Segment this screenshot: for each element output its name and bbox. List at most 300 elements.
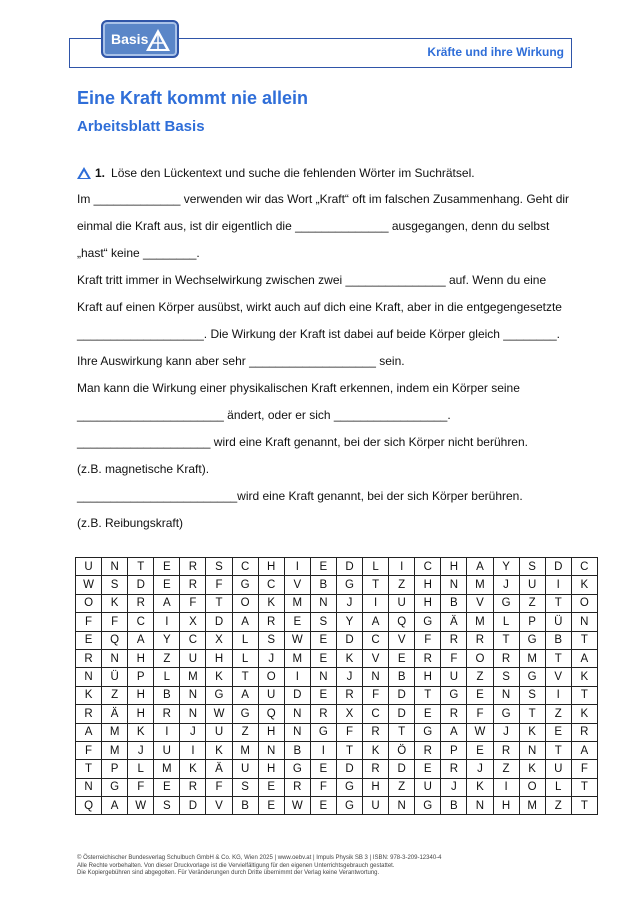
grid-cell: M	[102, 741, 128, 759]
grid-cell: A	[102, 797, 128, 815]
grid-cell: F	[363, 686, 389, 704]
grid-cell: E	[76, 631, 102, 649]
grid-cell: R	[180, 576, 206, 594]
grid-cell: Ü	[102, 668, 128, 686]
grid-row	[76, 723, 598, 741]
grid-cell: A	[441, 723, 467, 741]
grid-cell: P	[102, 760, 128, 778]
grid-row	[76, 760, 598, 778]
grid-cell: H	[493, 797, 519, 815]
grid-cell: U	[441, 668, 467, 686]
grid-cell: D	[284, 686, 310, 704]
cloze-line: „hast“ keine ________.	[77, 246, 200, 260]
footer	[77, 855, 442, 878]
grid-cell: T	[545, 741, 571, 759]
grid-cell: G	[493, 705, 519, 723]
grid-cell: D	[389, 686, 415, 704]
grid-cell: R	[493, 649, 519, 667]
grid-cell: T	[232, 668, 258, 686]
grid-cell: R	[571, 723, 597, 741]
grid-cell: J	[336, 594, 362, 612]
grid-cell: Q	[102, 631, 128, 649]
grid-cell: R	[415, 741, 441, 759]
grid-cell: N	[102, 649, 128, 667]
grid-cell: E	[310, 760, 336, 778]
task-instruction	[77, 166, 475, 180]
grid-cell: D	[180, 797, 206, 815]
grid-row	[76, 649, 598, 667]
grid-cell: R	[336, 686, 362, 704]
grid-cell: U	[258, 686, 284, 704]
grid-cell: F	[128, 778, 154, 796]
grid-cell: U	[415, 778, 441, 796]
grid-cell: N	[493, 686, 519, 704]
grid-cell: P	[128, 668, 154, 686]
cloze-line: ___________________. Die Wirkung der Kraft ist dabei auf beide Körper gleich ________.	[77, 327, 561, 341]
grid-cell: B	[310, 576, 336, 594]
grid-cell: F	[467, 705, 493, 723]
grid-cell: O	[232, 594, 258, 612]
grid-cell: W	[467, 723, 493, 741]
grid-cell: I	[154, 613, 180, 631]
grid-cell: E	[154, 558, 180, 576]
grid-cell: N	[180, 686, 206, 704]
grid-cell: N	[363, 668, 389, 686]
basis-triangle-icon	[77, 167, 91, 179]
grid-cell: G	[415, 723, 441, 741]
grid-cell: F	[102, 613, 128, 631]
grid-cell: D	[336, 631, 362, 649]
grid-cell: Z	[545, 705, 571, 723]
grid-cell: R	[310, 705, 336, 723]
grid-cell: R	[180, 558, 206, 576]
grid-cell: R	[258, 613, 284, 631]
grid-cell: J	[467, 760, 493, 778]
grid-cell: M	[180, 668, 206, 686]
grid-cell: G	[206, 686, 232, 704]
grid-cell: C	[363, 705, 389, 723]
grid-cell: E	[545, 723, 571, 741]
grid-cell: F	[76, 741, 102, 759]
grid-cell: V	[206, 797, 232, 815]
grid-cell: H	[128, 686, 154, 704]
grid-cell: W	[76, 576, 102, 594]
grid-cell: Y	[154, 631, 180, 649]
grid-cell: Z	[232, 723, 258, 741]
grid-cell: U	[545, 760, 571, 778]
grid-cell: E	[310, 649, 336, 667]
grid-row	[76, 686, 598, 704]
cloze-line: ____________________ wird eine Kraft genannt, bei der sich Körper nicht berühren.	[77, 435, 528, 449]
grid-cell: Q	[389, 613, 415, 631]
grid-cell: E	[389, 649, 415, 667]
grid-cell: G	[441, 686, 467, 704]
cloze-line: Kraft auf einen Körper ausübst, wirkt auch auf dich eine Kraft, aber in die entgegengesetzte	[77, 300, 562, 314]
grid-cell: E	[310, 631, 336, 649]
grid-cell: I	[180, 741, 206, 759]
grid-cell: G	[310, 723, 336, 741]
grid-cell: I	[284, 668, 310, 686]
grid-cell: M	[467, 613, 493, 631]
grid-cell: M	[467, 576, 493, 594]
task-text: Löse den Lückentext und suche die fehlenden Wörter im Suchrätsel.	[111, 166, 475, 180]
grid-cell: W	[128, 797, 154, 815]
footer-line: Alle Rechte vorbehalten. Von dieser Druckvorlage ist die Vervielfältigung für den eigenen Unterrichtsgebrauch gestattet.	[77, 862, 395, 869]
grid-cell: M	[519, 649, 545, 667]
grid-cell: K	[336, 649, 362, 667]
cloze-line: (z.B. magnetische Kraft).	[77, 462, 210, 476]
grid-cell: C	[258, 576, 284, 594]
grid-cell: R	[154, 705, 180, 723]
grid-cell: R	[467, 631, 493, 649]
grid-cell: T	[571, 778, 597, 796]
grid-cell: K	[571, 705, 597, 723]
grid-row	[76, 631, 598, 649]
grid-row	[76, 613, 598, 631]
grid-cell: N	[76, 778, 102, 796]
grid-cell: Z	[389, 778, 415, 796]
grid-cell: W	[284, 631, 310, 649]
grid-cell: M	[102, 723, 128, 741]
grid-row	[76, 668, 598, 686]
grid-cell: I	[389, 558, 415, 576]
grid-cell: T	[128, 558, 154, 576]
grid-cell: F	[206, 576, 232, 594]
grid-cell: T	[571, 631, 597, 649]
grid-cell: R	[415, 649, 441, 667]
grid-cell: H	[128, 649, 154, 667]
grid-cell: K	[76, 686, 102, 704]
grid-cell: N	[571, 613, 597, 631]
grid-cell: V	[467, 594, 493, 612]
cloze-line: Man kann die Wirkung einer physikalischen Kraft erkennen, indem ein Körper seine	[77, 381, 520, 395]
grid-cell: Y	[336, 613, 362, 631]
cloze-line: einmal die Kraft aus, ist dir eigentlich die ______________ ausgegangen, denn du selbst	[77, 219, 550, 233]
grid-cell: G	[336, 778, 362, 796]
grid-cell: K	[467, 778, 493, 796]
grid-cell: Z	[519, 594, 545, 612]
grid-cell: G	[102, 778, 128, 796]
grid-cell: N	[76, 668, 102, 686]
grid-cell: I	[363, 594, 389, 612]
grid-cell: V	[545, 668, 571, 686]
grid-cell: T	[206, 594, 232, 612]
grid-cell: N	[284, 705, 310, 723]
grid-cell: T	[336, 741, 362, 759]
grid-row	[76, 558, 598, 576]
grid-cell: G	[232, 576, 258, 594]
grid-cell: Z	[154, 649, 180, 667]
grid-cell: S	[310, 613, 336, 631]
grid-cell: D	[128, 576, 154, 594]
grid-cell: R	[180, 778, 206, 796]
grid-cell: P	[519, 613, 545, 631]
grid-cell: A	[232, 686, 258, 704]
grid-cell: T	[415, 686, 441, 704]
grid-cell: W	[206, 705, 232, 723]
grid-cell: H	[441, 558, 467, 576]
grid-cell: E	[154, 576, 180, 594]
basis-logo	[101, 20, 179, 58]
grid-cell: E	[467, 741, 493, 759]
grid-cell: M	[284, 649, 310, 667]
grid-cell: L	[154, 668, 180, 686]
grid-cell: R	[363, 760, 389, 778]
grid-cell: D	[336, 760, 362, 778]
grid-cell: E	[310, 558, 336, 576]
grid-cell: U	[206, 723, 232, 741]
grid-cell: T	[389, 723, 415, 741]
grid-cell: H	[415, 576, 441, 594]
grid-cell: B	[154, 686, 180, 704]
grid-cell: V	[389, 631, 415, 649]
grid-cell: G	[284, 760, 310, 778]
grid-cell: B	[441, 797, 467, 815]
grid-cell: E	[154, 778, 180, 796]
grid-cell: H	[258, 558, 284, 576]
grid-cell: T	[363, 576, 389, 594]
grid-cell: K	[571, 576, 597, 594]
grid-cell: E	[415, 760, 441, 778]
grid-cell: I	[545, 686, 571, 704]
grid-cell: Z	[545, 797, 571, 815]
grid-cell: J	[441, 778, 467, 796]
grid-cell: J	[258, 649, 284, 667]
grid-cell: I	[310, 741, 336, 759]
grid-cell: F	[571, 760, 597, 778]
grid-cell: J	[128, 741, 154, 759]
grid-cell: M	[519, 797, 545, 815]
grid-cell: R	[493, 741, 519, 759]
grid-cell: N	[310, 668, 336, 686]
grid-cell: Ä	[441, 613, 467, 631]
footer-line: © Österreichischer Bundesverlag Schulbuch GmbH & Co. KG, Wien 2025 | www.oebv.at | Impuls Physik SB 3 | ISBN: 978-3-209-12340-4	[77, 855, 442, 861]
page-subtitle: Arbeitsblatt Basis	[77, 118, 205, 135]
grid-row	[76, 705, 598, 723]
grid-cell: N	[258, 741, 284, 759]
grid-cell: G	[232, 705, 258, 723]
grid-cell: J	[493, 576, 519, 594]
grid-cell: F	[310, 778, 336, 796]
grid-cell: Q	[76, 797, 102, 815]
grid-cell: T	[571, 686, 597, 704]
grid-cell: S	[519, 686, 545, 704]
grid-cell: N	[180, 705, 206, 723]
grid-cell: K	[180, 760, 206, 778]
grid-cell: E	[284, 613, 310, 631]
grid-cell: K	[128, 723, 154, 741]
logo-label: Basis	[111, 31, 149, 47]
page-title: Eine Kraft kommt nie allein	[77, 88, 309, 108]
grid-cell: Z	[102, 686, 128, 704]
grid-cell: U	[154, 741, 180, 759]
grid-cell: A	[232, 613, 258, 631]
grid-cell: Y	[493, 558, 519, 576]
grid-cell: H	[206, 649, 232, 667]
grid-row	[76, 797, 598, 815]
grid-cell: B	[284, 741, 310, 759]
grid-cell: K	[102, 594, 128, 612]
grid-cell: N	[310, 594, 336, 612]
cloze-line: (z.B. Reibungskraft)	[77, 516, 184, 530]
grid-cell: G	[519, 631, 545, 649]
grid-cell: L	[232, 631, 258, 649]
grid-cell: O	[571, 594, 597, 612]
grid-cell: L	[545, 778, 571, 796]
grid-cell: U	[389, 594, 415, 612]
grid-cell: L	[128, 760, 154, 778]
grid-cell: O	[467, 649, 493, 667]
grid-cell: Ü	[545, 613, 571, 631]
grid-cell: C	[415, 558, 441, 576]
grid-cell: C	[232, 558, 258, 576]
grid-cell: S	[102, 576, 128, 594]
grid-cell: A	[467, 558, 493, 576]
grid-cell: T	[571, 797, 597, 815]
grid-cell: H	[363, 778, 389, 796]
grid-cell: C	[128, 613, 154, 631]
grid-cell: U	[232, 760, 258, 778]
grid-row	[76, 576, 598, 594]
grid-cell: A	[571, 649, 597, 667]
grid-cell: B	[545, 631, 571, 649]
grid-cell: K	[519, 723, 545, 741]
grid-cell: M	[284, 594, 310, 612]
grid-cell: A	[154, 594, 180, 612]
grid-cell: Ä	[206, 760, 232, 778]
grid-cell: K	[206, 741, 232, 759]
grid-cell: Z	[389, 576, 415, 594]
grid-cell: A	[128, 631, 154, 649]
grid-cell: F	[336, 723, 362, 741]
grid-cell: K	[258, 594, 284, 612]
grid-cell: X	[206, 631, 232, 649]
footer-line: Die Kopiergebühren sind abgegolten. Für Veränderungen durch Dritte übernimmt der Verlag keine Verantwortung.	[77, 870, 380, 876]
grid-cell: G	[493, 594, 519, 612]
grid-cell: W	[284, 797, 310, 815]
word-search-grid	[75, 557, 598, 815]
grid-cell: N	[467, 797, 493, 815]
grid-cell: I	[493, 778, 519, 796]
grid-cell: R	[441, 705, 467, 723]
grid-cell: H	[415, 668, 441, 686]
grid-cell: M	[232, 741, 258, 759]
grid-cell: F	[180, 594, 206, 612]
grid-cell: K	[519, 760, 545, 778]
grid-cell: N	[102, 558, 128, 576]
grid-cell: K	[363, 741, 389, 759]
grid-cell: N	[284, 723, 310, 741]
grid-cell: S	[154, 797, 180, 815]
cloze-line: Ihre Auswirkung kann aber sehr ___________________ sein.	[77, 354, 405, 368]
grid-cell: O	[519, 778, 545, 796]
grid-cell: D	[545, 558, 571, 576]
grid-cell: J	[336, 668, 362, 686]
grid-cell: F	[441, 649, 467, 667]
grid-cell: T	[76, 760, 102, 778]
grid-cell: K	[571, 668, 597, 686]
grid-cell: I	[545, 576, 571, 594]
grid-cell: F	[206, 778, 232, 796]
cloze-line: ______________________ ändert, oder er sich _________________.	[77, 408, 451, 422]
grid-cell: G	[519, 668, 545, 686]
grid-cell: H	[258, 760, 284, 778]
grid-cell: S	[206, 558, 232, 576]
grid-cell: G	[415, 613, 441, 631]
task-number: 1.	[95, 166, 106, 180]
grid-cell: R	[76, 705, 102, 723]
grid-cell: G	[336, 797, 362, 815]
grid-cell: T	[493, 631, 519, 649]
grid-cell: E	[415, 705, 441, 723]
grid-cell: N	[519, 741, 545, 759]
grid-cell: B	[232, 797, 258, 815]
grid-cell: D	[389, 705, 415, 723]
grid-cell: J	[180, 723, 206, 741]
grid-cell: A	[76, 723, 102, 741]
grid-cell: Ä	[102, 705, 128, 723]
grid-cell: R	[128, 594, 154, 612]
grid-cell: M	[154, 760, 180, 778]
grid-cell: B	[389, 668, 415, 686]
grid-cell: C	[363, 631, 389, 649]
grid-cell: S	[232, 778, 258, 796]
grid-cell: T	[545, 594, 571, 612]
grid-cell: N	[389, 797, 415, 815]
grid-cell: D	[206, 613, 232, 631]
grid-cell: Z	[467, 668, 493, 686]
grid-cell: Z	[493, 760, 519, 778]
grid-cell: E	[258, 797, 284, 815]
grid-cell: U	[519, 576, 545, 594]
grid-cell: U	[180, 649, 206, 667]
grid-cell: A	[571, 741, 597, 759]
grid-cell: R	[363, 723, 389, 741]
grid-cell: S	[493, 668, 519, 686]
grid-cell: A	[363, 613, 389, 631]
grid-cell: R	[76, 649, 102, 667]
grid-cell: P	[441, 741, 467, 759]
logo-triangle-icon	[145, 27, 171, 53]
grid-cell: C	[180, 631, 206, 649]
grid-cell: X	[336, 705, 362, 723]
grid-cell: Ö	[389, 741, 415, 759]
grid-cell: L	[232, 649, 258, 667]
grid-cell: S	[258, 631, 284, 649]
grid-cell: V	[284, 576, 310, 594]
grid-cell: I	[284, 558, 310, 576]
grid-cell: C	[571, 558, 597, 576]
grid-cell: T	[545, 649, 571, 667]
grid-cell: H	[128, 705, 154, 723]
grid-cell: O	[76, 594, 102, 612]
grid-row	[76, 594, 598, 612]
grid-cell: E	[258, 778, 284, 796]
grid-cell: L	[493, 613, 519, 631]
grid-row	[76, 778, 598, 796]
grid-cell: K	[206, 668, 232, 686]
grid-cell: R	[284, 778, 310, 796]
grid-cell: S	[519, 558, 545, 576]
grid-row	[76, 741, 598, 759]
grid-cell: I	[154, 723, 180, 741]
grid-cell: E	[467, 686, 493, 704]
grid-cell: F	[76, 613, 102, 631]
grid-cell: U	[76, 558, 102, 576]
grid-cell: T	[519, 705, 545, 723]
grid-cell: N	[441, 576, 467, 594]
grid-cell: D	[389, 760, 415, 778]
